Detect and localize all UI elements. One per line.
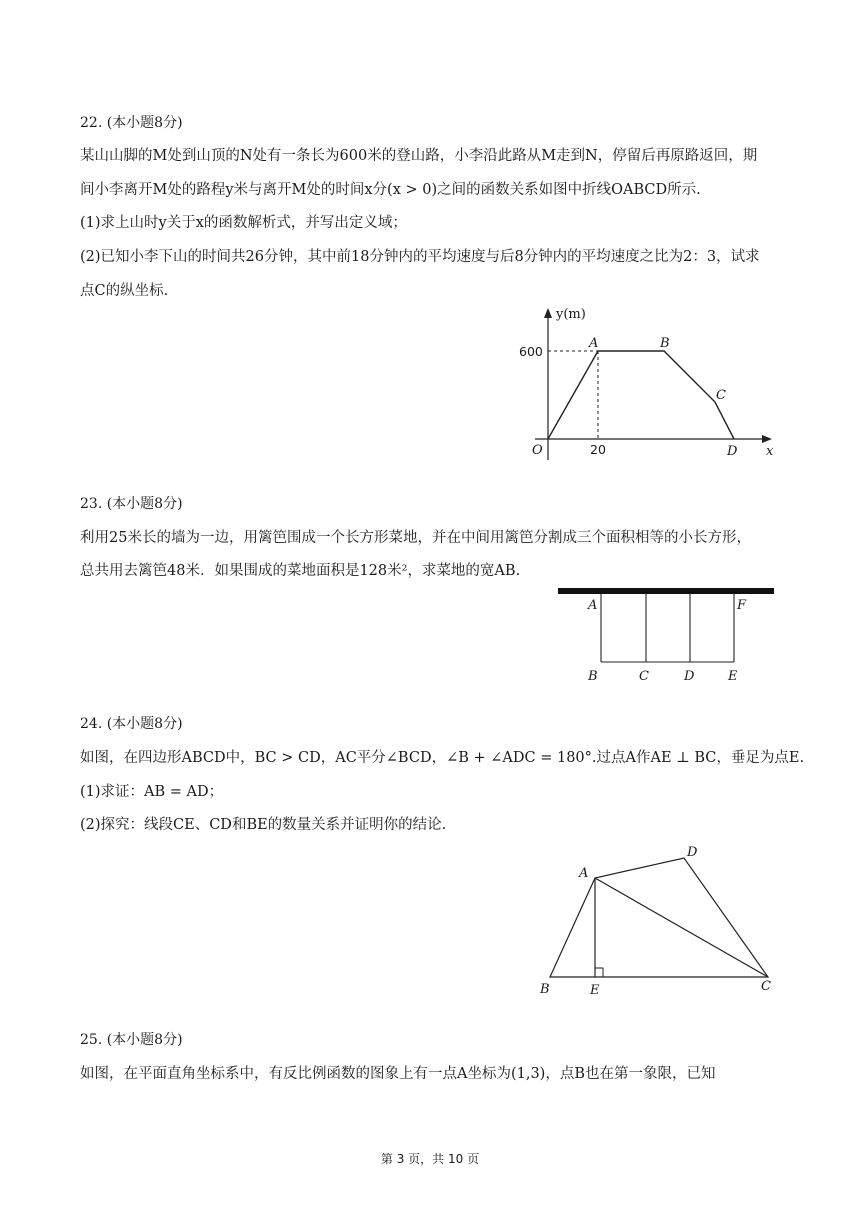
- wall: [558, 588, 774, 594]
- q23-text-line1: 利用25米长的墙为一边，用篱笆围成一个长方形菜地，并在中间用篱笆分割成三个面积相等的小长方形，: [80, 530, 751, 546]
- q23-garden-figure: [550, 584, 780, 684]
- q22-part2: (2)已知小李下山的时间共26分钟，其中前18分钟内的平均速度与后8分钟内的平均速度之比为2：3，试求: [80, 249, 760, 265]
- q22-text-line5: 点C的纵坐标.: [80, 283, 169, 299]
- q24-heading: 24. (本小题8分): [80, 716, 183, 732]
- label-D: D: [684, 669, 695, 684]
- q22-heading: 22. (本小题8分): [80, 115, 183, 131]
- y-axis-label: y(m): [556, 307, 586, 322]
- q22-text-line2: 间小李离开M处的路程y米与离开M处的时间x分(x > 0)之间的函数关系如图中折线OABCD所示.: [80, 182, 701, 198]
- page-footer: 第 3 页，共 10 页: [380, 1152, 480, 1166]
- q24-part1: (1)求证：AB = AD；: [80, 784, 224, 800]
- label-E: E: [728, 669, 738, 684]
- label-C: C: [639, 669, 649, 684]
- q24-part2: (2)探究：线段CE、CD和BE的数量关系并证明你的结论.: [80, 817, 447, 833]
- diagonal-AC: [595, 878, 768, 977]
- right-angle-mark: [595, 968, 603, 977]
- q25-heading: 25. (本小题8分): [80, 1032, 183, 1048]
- label-A: A: [579, 866, 589, 881]
- x-axis-label: x: [766, 444, 774, 459]
- tick-600: 600: [519, 344, 543, 359]
- q22-function-graph: [510, 300, 790, 470]
- point-B: B: [660, 336, 670, 351]
- q23-heading: 23. (本小题8分): [80, 496, 183, 512]
- q24-quadrilateral-figure: [530, 838, 790, 1003]
- point-C: C: [716, 388, 726, 403]
- q23-text-line2: 总共用去篱笆48米．如果围成的菜地面积是128米²，求菜地的宽AB.: [80, 563, 521, 579]
- tick-20: 20: [590, 442, 606, 457]
- q22-text-line1: 某山山脚的M处到山顶的N处有一条长为600米的登山路，小李沿此路从M走到N，停留后再原路返回，期: [80, 148, 758, 164]
- label-C: C: [761, 979, 771, 994]
- label-F: F: [737, 598, 747, 613]
- label-B: B: [588, 669, 598, 684]
- label-A: A: [588, 598, 598, 613]
- point-O: O: [532, 443, 543, 458]
- point-A: A: [589, 336, 599, 351]
- q24-text-line1: 如图，在四边形ABCD中，BC > CD，AC平分∠BCD，∠B + ∠ADC = 180°.过点A作AE ⊥ BC，垂足为点E.: [80, 750, 805, 766]
- y-axis-arrow: [544, 308, 552, 318]
- point-D: D: [727, 444, 738, 459]
- x-axis-arrow: [762, 435, 772, 443]
- polyline-OABCD: [548, 351, 734, 439]
- q25-text-line1: 如图，在平面直角坐标系中，有反比例函数的图象上有一点A坐标为(1,3)，点B也在第一象限，已知: [80, 1066, 716, 1082]
- label-E: E: [590, 983, 600, 998]
- q22-part1: (1)求上山时y关于x的函数解析式，并写出定义域；: [80, 215, 407, 231]
- label-B: B: [540, 982, 550, 997]
- label-D: D: [687, 845, 698, 860]
